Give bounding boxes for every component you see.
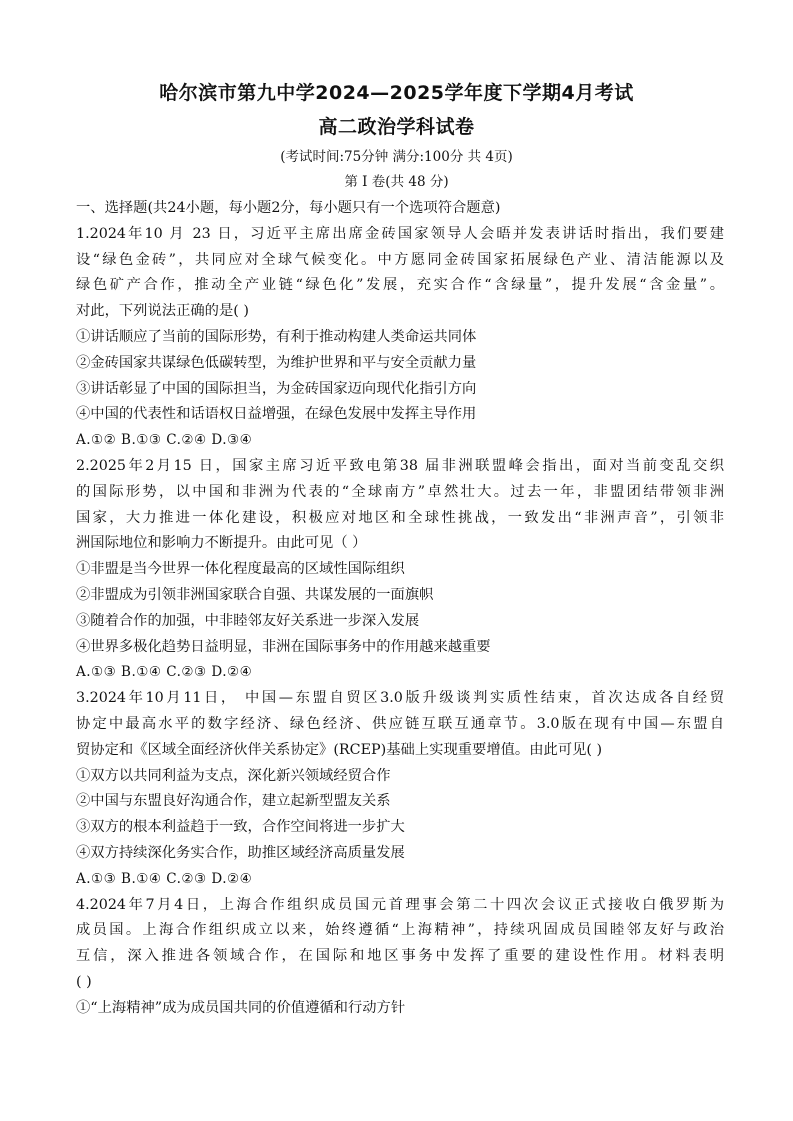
question-stem-line: 贸协定和《区域全面经济伙伴关系协定》(RCEP)基础上实现重要增值。由此可见( ) <box>76 741 603 758</box>
answer-choices: A.①② B.①③ C.②④ D.③④ <box>76 432 253 449</box>
question-stem-line: 设“绿色金砖”，共同应对全球气候变化。中方愿同金砖国家拓展绿色产业、清洁能源以及 <box>76 251 724 268</box>
option-item: ①“上海精神”成为成员国共同的价值遵循和行动方针 <box>76 999 406 1016</box>
exam-info: (考试时间:75分钟 满分:100分 共 4页) <box>280 149 513 165</box>
section-heading: 一、选择题(共24小题，每小题2分，每小题只有一个选项符合题意) <box>76 200 501 216</box>
part-label: 第 I 卷(共 48 分) <box>344 174 449 190</box>
question-stem-line: 协定中最高水平的数字经济、绿色经济、供应链互联互通章节。3.0版在现有中国—东盟自 <box>76 715 724 732</box>
option-item: ②非盟成为引领非洲国家联合自强、共谋发展的一面旗帜 <box>76 586 434 603</box>
question-stem-line: 2.2025年2月15 日，国家主席习近平致电第38 届非洲联盟峰会指出，面对当前变乱交织 <box>76 457 724 474</box>
question-stem-line: 1.2024年10 月 23 日，习近平主席出席金砖国家领导人会晤并发表讲话时指出，我们要建 <box>76 225 724 242</box>
question-stem-line: 3.2024年10月11日， 中国—东盟自贸区3.0版升级谈判实质性结束，首次达成各自经贸 <box>76 690 724 707</box>
exam-subtitle: 高二政治学科试卷 <box>318 116 475 138</box>
question-stem-line: 对此，下列说法正确的是( ) <box>76 303 249 320</box>
question-3 <box>76 686 724 892</box>
question-4 <box>76 893 724 1022</box>
question-stem-line: 绿色矿产合作，推动全产业链“绿色化”发展，充实合作“含绿量”，提升发展“含金量”。 <box>76 277 724 294</box>
option-item: ②中国与东盟良好沟通合作，建立起新型盟友关系 <box>76 793 391 810</box>
question-stem-line: ( ) <box>76 973 92 990</box>
option-item: ①非盟是当今世界一体化程度最高的区域性国际组织 <box>76 561 405 578</box>
question-stem-line: 国家，大力推进一体化建设，积极应对地区和全球性挑战，一致发出“非洲声音”，引领非 <box>76 509 724 526</box>
question-stem-line: 互信，深入推进各领域合作，在国际和地区事务中发挥了重要的建设性作用。材料表明 <box>76 948 724 965</box>
exam-body <box>76 196 724 1022</box>
question-stem-line: 4.2024年7月4日，上海合作组织成员国元首理事会第二十四次会议正式接收白俄罗斯为 <box>76 896 724 913</box>
question-1 <box>76 222 724 454</box>
option-item: ④世界多极化趋势日益明显，非洲在国际事务中的作用越来越重要 <box>76 638 491 655</box>
question-2 <box>76 454 724 686</box>
option-item: ①双方以共同利益为支点，深化新兴领域经贸合作 <box>76 767 391 784</box>
answer-choices: A.①③ B.①④ C.②③ D.②④ <box>76 870 253 887</box>
option-item: ④中国的代表性和话语权日益增强，在绿色发展中发挥主导作用 <box>76 406 477 423</box>
option-item: ③双方的根本利益趋于一致，合作空间将进一步扩大 <box>76 819 405 836</box>
question-stem-line: 洲国际地位和影响力不断提升。由此可见（ ） <box>76 535 367 552</box>
option-item: ①讲话顺应了当前的国际形势，有利于推动构建人类命运共同体 <box>76 328 477 345</box>
option-item: ④双方持续深化务实合作，助推区域经济高质量发展 <box>76 844 405 861</box>
question-stem-line: 成员国。上海合作组织成立以来，始终遵循“上海精神”，持续巩固成员国睦邻友好与政治 <box>76 922 724 939</box>
option-item: ③随着合作的加强，中非睦邻友好关系进一步深入发展 <box>76 612 420 629</box>
option-item: ②金砖国家共谋绿色低碳转型，为维护世界和平与安全贡献力量 <box>76 354 477 371</box>
answer-choices: A.①③ B.①④ C.②③ D.②④ <box>76 664 253 681</box>
exam-title: 哈尔滨市第九中学2024—2025学年度下学期4月考试 <box>159 82 634 104</box>
question-stem-line: 的国际形势，以中国和非洲为代表的“全球南方”卓然壮大。过去一年，非盟团结带领非洲 <box>76 483 724 500</box>
option-item: ③讲话彰显了中国的国际担当，为金砖国家迈向现代化指引方向 <box>76 380 477 397</box>
